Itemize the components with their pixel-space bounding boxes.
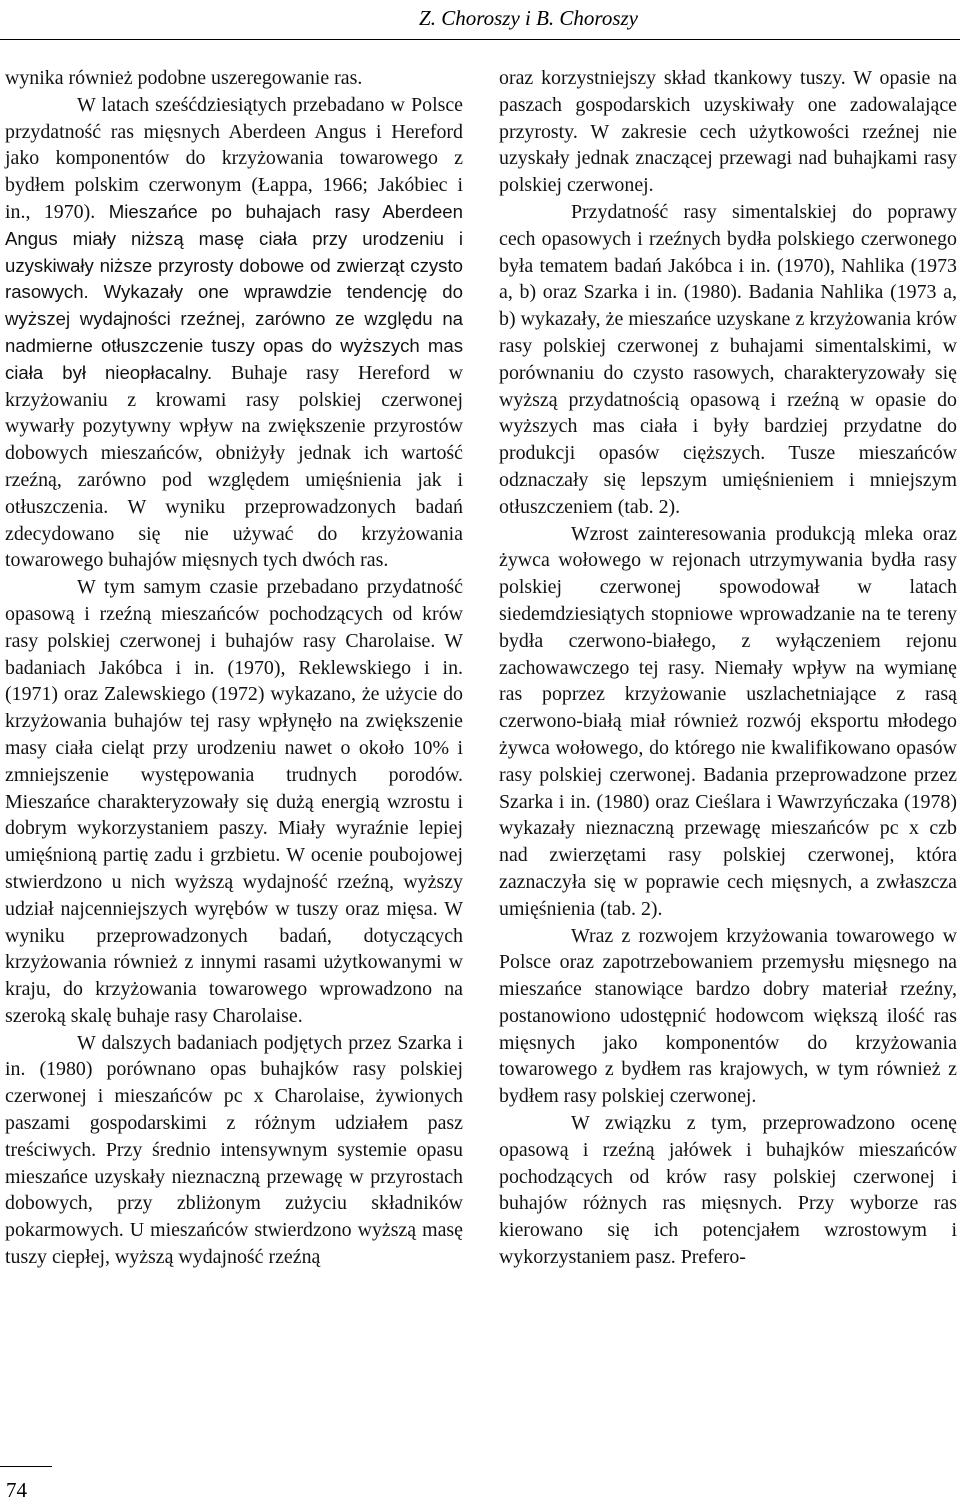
paragraph [5,92,463,574]
paragraph: W dalszych badaniach podjętych przez Szarka i in. (1980) porównano opas buhajków rasy polskiej czerwonej i mieszańców pc x Charolaise, żywionych paszami gospodarskimi z różnym udziałem pasz treściwych. Przy średnio intensywnym systemie opasu mieszańce uzyskały nieznaczną przewagę w przyrostach dobowych, przy zbliżonym zużyciu składników pokarmowych. U mieszańców stwierdzono wyższą masę tuszy ciepłej, wyższą wydajność rzeźną [5,1031,463,1269]
paragraph-text-sans: Mieszańce po buhajach rasy Aberdeen Angus miały niższą masę ciała przy urodzeniu i uzyskiwały niższe przyrosty dobowe od zwierząt czysto rasowych. Wykazały one wprawdzie tendencję do wyższej wydajności rzeźnej, zarówno ze względu na nadmierne otłuszczenie tuszy opas do wyższych mas ciała był nieopłacalny. [5,200,463,383]
paragraph: Wzrost zainteresowania produkcją mleka oraz żywca wołowego w rejonach utrzymywania bydła rasy polskiej czerwonej spowodował w latach siedemdziesiątych stopniowe wprowadzanie na te tereny bydła czerwono-białego, z wyłączeniem rejonu zachowawczego tej rasy. Niemały wpływ na wymianę ras poprzez krzyżowanie uszlachetniające z rasą czerwono-białą miał również rozwój eksportu młodego żywca wołowego, do którego nie kwalifikowano opasów rasy polskiej czerwonej. Badania przeprowadzone przez Szarka i in. (1980) oraz Cieślara i Wawrzyńczaka (1978) wykazały nieznaczną przewagę mieszańców pc x czb nad zwierzętami rasy polskiej czerwonej, która zaznaczyła się w poprawie cech mięsnych, a zwłaszcza umięśnienia (tab. 2). [499,522,957,920]
header-rule [0,39,960,40]
footer-rule [0,1466,52,1467]
paragraph: Przydatność rasy simentalskiej do poprawy cech opasowych i rzeźnych bydła polskiego czerwonego była tematem badań Jakóbca i in. (1970), Nahlika (1973 a, b) oraz Szarka i in. (1980). Badania Nahlika (1973 a, b) wykazały, że mieszańce uzyskane z krzyżowania krów rasy polskiej czerwonej z buhajami simentalskimi, w porównaniu do czysto rasowych, charakteryzowały się wyższą przydatnością opasową i rzeźną w opasie do wyższych mas ciała i były bardziej przydatne do produkcji opasów cięższych. Tusze mieszańców odznaczały się lepszym umięśnieniem i mniejszym otłuszczeniem (tab. 2). [499,200,957,518]
left-column [5,65,463,1271]
paragraph-text: Buhaje rasy Hereford w krzyżowaniu z krowami rasy polskiej czerwonej wywarły pozytywny wpływ na zwiększenie przyrostów dobowych mieszańców, obniżyły jednak ich wartość rzeźną, zarówno pod względem umięśnienia jak i otłuszczenia. W wyniku przeprowadzonych badań zdecydowano się nie używać do krzyżowania towarowego buhajów mięsnych tych dwóch ras. [5,361,463,572]
paragraph-text: W latach sześćdziesiątych przebadano w Polsce przydatność ras mięsnych Aberdeen Angus i Hereford jako komponentów do krzyżowania towarowego z bydłem polskim czerwonym (Łappa, 1966; Jakóbiec i in., 1970). [5,93,463,223]
paragraph: oraz korzystniejszy skład tkankowy tuszy. W opasie na paszach gospodarskich uzyskiwały one zadowalające przyrosty. W zakresie cech użytkowości rzeźnej nie uzyskały jednak znaczącej przewagi nad buhajkami rasy polskiej czerwonej. [499,67,957,197]
paragraph: Wraz z rozwojem krzyżowania towarowego w Polsce oraz zapotrzebowaniem przemysłu mięsnego na mieszańce stanowiące bardzo dobry materiał rzeźny, postanowiono udostępnić hodowcom większą ilość ras mięsnych jako komponentów do krzyżowania towarowego z bydłem ras krajowych, w tym również z bydłem rasy polskiej czerwonej. [499,924,957,1108]
paragraph: W tym samym czasie przebadano przydatność opasową i rzeźną mieszańców pochodzących od krów rasy polskiej czerwonej i buhajów rasy Charolaise. W badaniach Jakóbca i in. (1970), Reklewskiego i in. (1971) oraz Zalewskiego (1972) wykazano, że użycie do krzyżowania buhajów tej rasy wpłynęło na zwiększenie masy ciała cieląt przy urodzeniu nawet o około 10% i zmniejszenie występowania trudnych porodów. Mieszańce charakteryzowały się dużą energią wzrostu i dobrym wykorzystaniem paszy. Miały wyraźnie lepiej umięśnioną partię zadu i grzbietu. W ocenie poubojowej stwierdzono u nich wyższą wydajność rzeźną, wyższy udział najcenniejszych wyrębów w tuszy oraz mięsa. W wyniku przeprowadzonych badań, dotyczących krzyżowania również z innymi rasami użytkowanymi w kraju, do krzyżowania towarowego wprowadzono na szeroką skalę buhaje rasy Charolaise. [5,576,463,1027]
right-column [499,65,957,1271]
running-head: Z. Choroszy i B. Choroszy [419,6,638,30]
page-number: 74 [6,1478,27,1502]
paragraph: W związku z tym, przeprowadzono ocenę opasową i rzeźną jałówek i buhajków mieszańców pochodzących od krów rasy polskiej czerwonej i buhajów różnych ras mięsnych. Przy wyborze ras kierowano się ich potencjałem wzrostowym i wykorzystaniem pasz. Prefero- [499,1112,957,1269]
paragraph: wynika również podobne uszeregowanie ras. [5,67,363,89]
